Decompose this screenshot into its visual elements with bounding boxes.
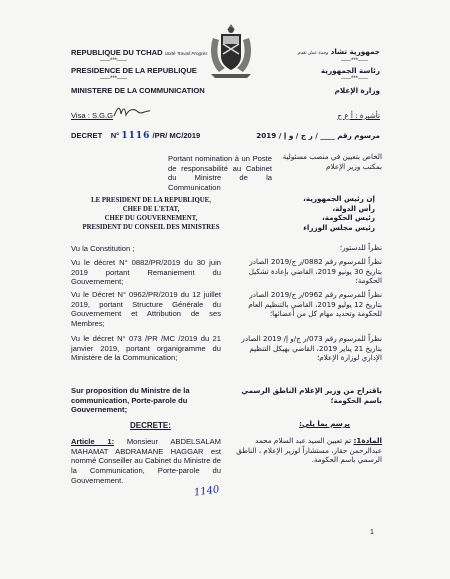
article-1-text-ar: تم تعيين السيد عبد السلام محمد عبدالرحمن حقار، مستشاراً لوزير الإعلام ، الناطق الرسمي باسم الحكومة. xyxy=(236,436,382,464)
president-block-fr: LE PRESIDENT DE LA REPUBLIQUE, CHEF DE L'ETAT, CHEF DU GOUVERNEMENT, PRESIDENT DU CONSEIL DES MINISTRES xyxy=(82,197,220,232)
vu-clause-fr-2: Vu le décret N° 0882/PR/2019 du 30 juin 2019 portant Remaniement du Gouvernement; xyxy=(71,258,221,287)
visa-ar: تأشيرة : أ ع ح xyxy=(337,111,380,120)
vu-clause-fr-1: Vu la Constitution ; xyxy=(71,244,135,253)
vu-clause-fr-4: Vu le décret N° 073 /PR /MC /2019 du 21 janvier 2019, portant organigramme du Ministère de la Communication; xyxy=(71,334,221,363)
header-country-ar: جمهورية تشاد وحدة عمل تقدم xyxy=(297,47,380,56)
header-ministry-ar: وزارة الإعلام xyxy=(334,86,380,95)
header-presidency-ar: رئاسة الجمهورية xyxy=(320,66,380,75)
president-block-ar: إن رئيس الجمهورية، رأس الدولة، رئيس الحكومة، رئيس مجلس الوزراء xyxy=(303,194,375,233)
header-stars-fr: -----***----- xyxy=(100,58,127,64)
decrete-heading-ar: يرسم بما يلي: xyxy=(299,419,350,428)
decree-line-ar: مرسوم رقم ____ / ر ج / و إ / 2019 xyxy=(256,131,380,140)
proposal-ar: باقتراح من وزير الإعلام الناطق الرسمي باسم الحكومة؛ xyxy=(241,386,382,405)
article-1-label-fr: Article 1: xyxy=(71,437,115,446)
vu-clause-ar-2: نظراً للمرسوم رقم 0882/ر ج/2019 الصادر بتاريخ 30 يونيو 2019، القاضي بإعادة تشكيل الحكومة؛ xyxy=(248,257,382,285)
article-1-ar xyxy=(232,436,382,465)
handwritten-page-mark: 1140 xyxy=(193,484,221,499)
coat-of-arms-icon xyxy=(205,22,257,80)
vu-clause-fr-3: Vu le Décret N° 0962/PR/2019 du 12 juillet 2019, portant Structure Générale du Gouvernement et Attribution de ses Membres; xyxy=(71,290,221,329)
handwritten-initials-icon xyxy=(112,104,152,120)
proposal-fr: Sur proposition du Ministre de la communication, Porte-parole du Gouvernement; xyxy=(71,386,190,415)
decree-title-fr: Portant nomination à un Poste de responsabilité au Cabinet du Ministre de la Communication xyxy=(168,154,272,193)
vu-clause-ar-4: نظراً للمرسوم رقم 073/ر ج/و إ/ 2019 الصادر بتاريخ 21 يناير 2019، القاضي بهيكل التنظيم الإداري لوزارة الإعلام؛ xyxy=(241,334,382,362)
vu-clause-ar-3: نظراً للمرسوم رقم 0962/ر ج/2019 الصادر بتاريخ 12 يوليو 2019، القاضي بالتنظيم العام للحكومة وتحديد مهام كل من أعضائها؛ xyxy=(248,290,382,318)
decree-title-ar: الخاص بتعيين في منصب مسئولية بمكتب وزير الإعلام xyxy=(282,152,382,171)
vu-clause-ar-1: نظراً للدستور؛ xyxy=(339,243,382,252)
header-stars-ar: -----***----- xyxy=(341,58,368,64)
motto-fr: Unité Travail Progrès xyxy=(164,51,208,56)
page-number: 1 xyxy=(370,529,374,536)
header-country-fr: REPUBLIQUE DU TCHAD Unité Travail Progrès xyxy=(71,48,208,57)
decree-line-fr: DECRET N° 1116 /PR/ MC/2019 xyxy=(71,131,201,141)
motto-ar: وحدة عمل تقدم xyxy=(297,51,329,56)
article-1-fr xyxy=(71,437,221,486)
header-presidency-fr: PRESIDENCE DE LA REPUBLIQUE xyxy=(71,66,197,75)
article-1-label-ar: المادة1: xyxy=(353,436,382,445)
header-ministry-fr: MINISTERE DE LA COMMUNICATION xyxy=(71,86,205,95)
decree-number: 1116 xyxy=(121,131,151,141)
article-1-text-fr: Monsieur ABDELSALAM MAHAMAT ABDRAMANE HAGGAR est nommé Conseiller au Cabinet du Ministre de la Communication, Porte-parole du Gouvernement. xyxy=(71,437,221,485)
decrete-heading-fr: DECRETE: xyxy=(130,421,171,430)
header-stars2-ar: -----***----- xyxy=(341,76,368,82)
header-stars2-fr: -----***----- xyxy=(100,76,127,82)
visa-fr: Visa : S.G.G xyxy=(71,111,114,120)
